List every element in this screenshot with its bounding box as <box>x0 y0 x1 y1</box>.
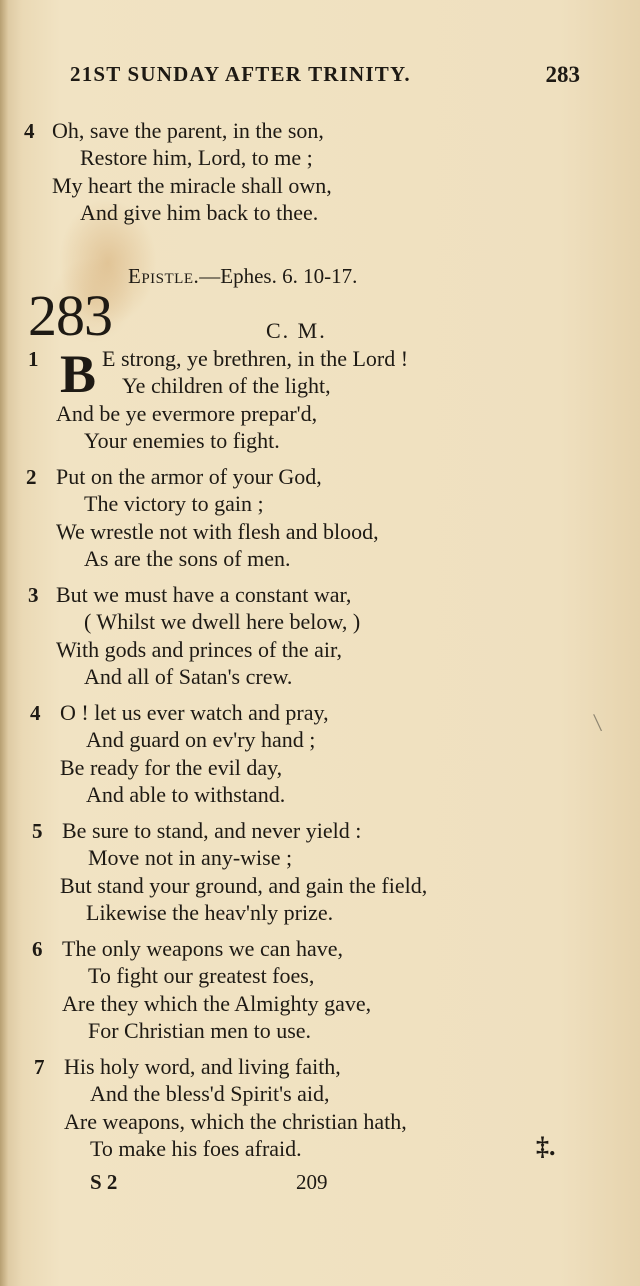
stanza-number: 4 <box>24 119 35 143</box>
verse-line: O ! let us ever watch and pray, <box>60 700 329 725</box>
verse-line: Oh, save the parent, in the son, <box>52 118 324 143</box>
stanza-number: 1 <box>28 347 39 371</box>
hymn-number-header: 283 <box>545 62 580 87</box>
verse-line: But stand your ground, and gain the field, <box>60 873 428 898</box>
hymn-number: 283 <box>28 283 112 348</box>
drop-cap: B <box>60 344 97 404</box>
verse-line: And able to withstand. <box>86 782 286 807</box>
stanza-number: 3 <box>28 583 39 607</box>
epistle-label: Epistle. <box>128 264 200 288</box>
running-header <box>70 62 582 94</box>
verse-line: E strong, ye brethren, in the Lord ! <box>102 346 409 371</box>
stanza-number: 5 <box>32 819 43 843</box>
epistle-citation: —Ephes. 6. 10-17. <box>199 264 358 288</box>
verse-line: Are they which the Almighty gave, <box>62 991 372 1016</box>
verse-line: ( Whilst we dwell here below, ) <box>84 609 361 634</box>
epistle-reference <box>128 264 357 289</box>
verse-line: Restore him, Lord, to me ; <box>80 145 313 170</box>
verse-line: With gods and princes of the air, <box>56 637 342 662</box>
page-folio: 209 <box>296 1170 328 1194</box>
verse-line: Put on the armor of your God, <box>56 464 322 489</box>
verse-line: We wrestle not with flesh and blood, <box>56 519 379 544</box>
verse-line: And all of Satan's crew. <box>84 664 293 689</box>
verse-line: My heart the miracle shall own, <box>52 173 332 198</box>
verse-line: And the bless'd Spirit's aid, <box>90 1081 330 1106</box>
verse-line: But we must have a constant war, <box>56 582 352 607</box>
verse-line: And be ye evermore prepar'd, <box>56 401 318 426</box>
verse-line: To fight our greatest foes, <box>88 963 315 988</box>
verse-line: Your enemies to fight. <box>84 428 280 453</box>
verse-line: As are the sons of men. <box>84 546 291 571</box>
running-title: 21ST SUNDAY AFTER TRINITY. <box>70 62 411 86</box>
stanza-number: 6 <box>32 937 43 961</box>
verse-line: For Christian men to use. <box>88 1018 312 1043</box>
verse-line: Are weapons, which the christian hath, <box>64 1109 407 1134</box>
book-gutter <box>0 0 8 1286</box>
verse-line: Ye children of the light, <box>122 373 331 398</box>
stanza-number: 7 <box>34 1055 45 1079</box>
footnote-mark: ‡. <box>536 1132 556 1161</box>
verse-line: Likewise the heav'nly prize. <box>86 900 334 925</box>
verse-line: Be sure to stand, and never yield : <box>62 818 362 843</box>
verse-line: To make his foes afraid. <box>90 1136 302 1161</box>
signature-mark: S 2 <box>90 1170 118 1194</box>
verse-line: And give him back to thee. <box>80 200 319 225</box>
verse-line: The victory to gain ; <box>84 491 264 516</box>
verse-line: His holy word, and living faith, <box>64 1054 341 1079</box>
verse-line: Be ready for the evil day, <box>60 755 283 780</box>
verse-line: Move not in any-wise ; <box>88 845 293 870</box>
pencil-marginalia: \ <box>592 707 603 738</box>
stanza-number: 2 <box>26 465 37 489</box>
verse-line: The only weapons we can have, <box>62 936 344 961</box>
verse-line: And guard on ev'ry hand ; <box>86 727 316 752</box>
hymn-meter: C. M. <box>266 318 327 343</box>
stanza-number: 4 <box>30 701 41 725</box>
